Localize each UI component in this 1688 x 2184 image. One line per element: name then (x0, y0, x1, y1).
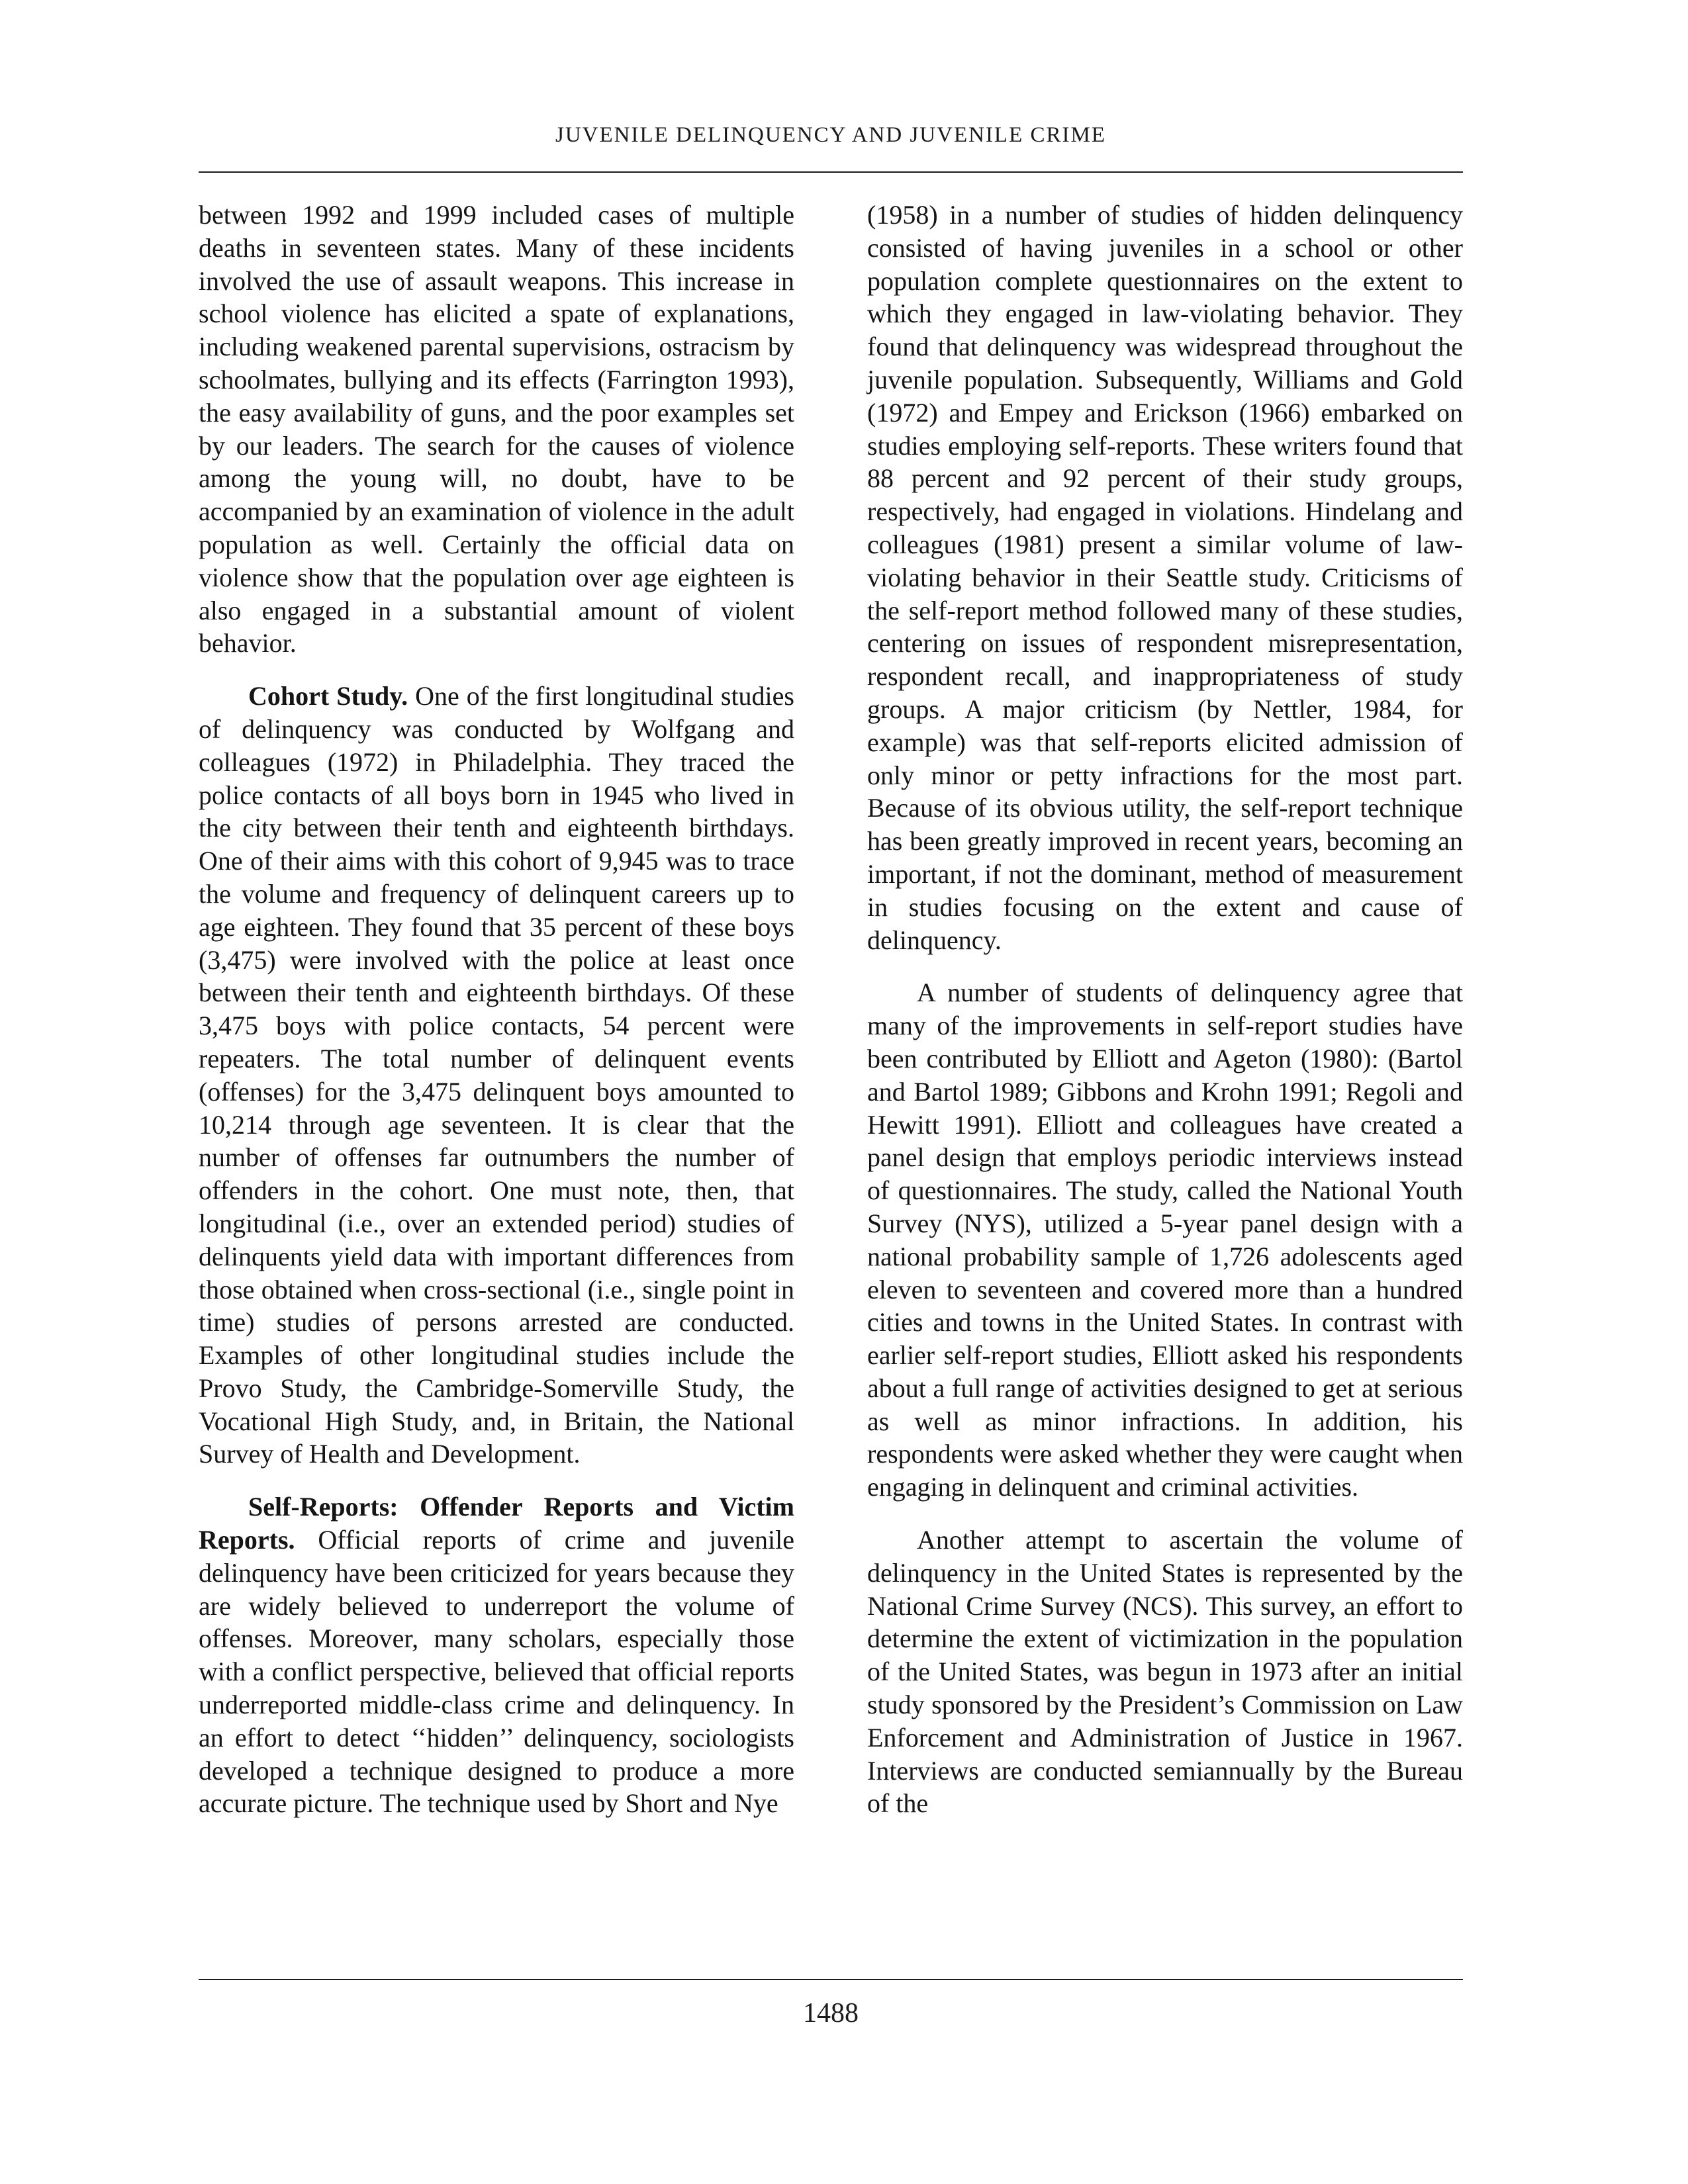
left-column (199, 199, 794, 1840)
paragraph-text: One of the first longitudinal studies of delinquency was conducted by Wolfgang and colleagues (1972) in Philadelphia. They traced the police contacts of all boys born in 1945 who lived in the city between their tenth and eighteenth birthdays. One of their aims with this cohort of 9,945 was to trace the volume and frequency of delinquent careers up to age eighteen. They found that 35 percent of these boys (3,475) were involved with the police at least once between their tenth and eighteenth birthdays. Of these 3,475 boys with police contacts, 54 percent were repeaters. The total number of delinquent events (offenses) for the 3,475 delinquent boys amounted to 10,214 through age seventeen. It is clear that the number of offenses far outnumbers the number of offenders in the cohort. One must note, then, that longitudinal (i.e., over an extended period) studies of delinquents yield data with important differences from those obtained when cross-sectional (i.e., single point in time) studies of persons arrested are conducted. Examples of other longitudinal studies include the Provo Study, the Cambridge-Somerville Study, the Vocational High Study, and, in Britain, the National Survey of Health and Development. (199, 681, 794, 1469)
header-rule (199, 171, 1463, 173)
paragraph: A number of students of delinquency agree that many of the improvements in self-report studies have been contributed by Elliott and Ageton (1980): (Bartol and Bartol 1989; Gibbons and Krohn 1991; Regoli and Hewitt 1991). Elliott and colleagues have created a panel design that employs periodic interviews instead of questionnaires. The study, called the National Youth Survey (NYS), utilized a 5-year panel design with a national probability sample of 1,726 adolescents aged eleven to seventeen and covered more than a hundred cities and towns in the United States. In contrast with earlier self-report studies, Elliott asked his respondents about a full range of activities designed to get at serious as well as minor infractions. In addition, his respondents were asked whether they were caught when engaging in delinquent and criminal activities. (867, 978, 1463, 1502)
paragraph-text: Official reports of crime and juvenile delinquency have been criticized for years because they are widely believed to underreport the volume of offenses. Moreover, many scholars, especially those with a conflict perspective, believed that official reports underreported middle-class crime and delinquency. In an effort to detect ‘‘hidden’’ delinquency, sociologists developed a technique designed to produce a more accurate picture. The technique used by Short and Nye (199, 1525, 794, 1819)
paragraph: (1958) in a number of studies of hidden delinquency consisted of having juveniles in a school or other population complete questionnaires on the extent to which they engaged in law-violating behavior. They found that delinquency was widespread throughout the juvenile population. Subsequently, Williams and Gold (1972) and Empey and Erickson (1966) embarked on studies employing self-reports. These writers found that 88 percent and 92 percent of their study groups, respectively, had engaged in violations. Hindelang and colleagues (1981) present a similar volume of law-violating behavior in their Seattle study. Criticisms of the self-report method followed many of these studies, centering on issues of respondent misrepresentation, respondent recall, and inappropriateness of study groups. A major criticism (by Nettler, 1984, for example) was that self-reports elicited admission of only minor or petty infractions for the most part. Because of its obvious utility, the self-report technique has been greatly improved in recent years, becoming an important, if not the dominant, method of measurement in studies focusing on the extent and cause of delinquency. (867, 200, 1463, 955)
paragraph: Another attempt to ascertain the volume of delinquency in the United States is represented by the National Crime Survey (NCS). This survey, an effort to determine the extent of victimization in the population of the United States, was begun in 1973 after an initial study sponsored by the President’s Commission on Law Enforcement and Administration of Justice in 1967. Interviews are conducted semiannually by the Bureau of the (867, 1525, 1463, 1819)
footer-rule (199, 1979, 1463, 1980)
paragraph (199, 680, 794, 1471)
paragraph: between 1992 and 1999 included cases of multiple deaths in seventeen states. Many of these incidents involved the use of assault weapons. This increase in school violence has elicited a spate of explanations, including weakened parental supervisions, ostracism by schoolmates, bullying and its effects (Farrington 1993), the easy availability of guns, and the poor examples set by our leaders. The search for the causes of violence among the young will, no doubt, have to be accompanied by an examination of violence in the adult population as well. Certainly the official data on violence show that the population over age eighteen is also engaged in a substantial amount of violent behavior. (199, 200, 794, 659)
section-heading: Cohort Study. (248, 681, 408, 711)
running-head: JUVENILE DELINQUENCY AND JUVENILE CRIME (555, 123, 1107, 147)
page-number: 1488 (803, 1998, 859, 2028)
paragraph (199, 1490, 794, 1820)
right-column (867, 199, 1463, 1840)
section-heading: Self-Reports: Offender Reports and Victim Reports. (199, 1492, 794, 1555)
